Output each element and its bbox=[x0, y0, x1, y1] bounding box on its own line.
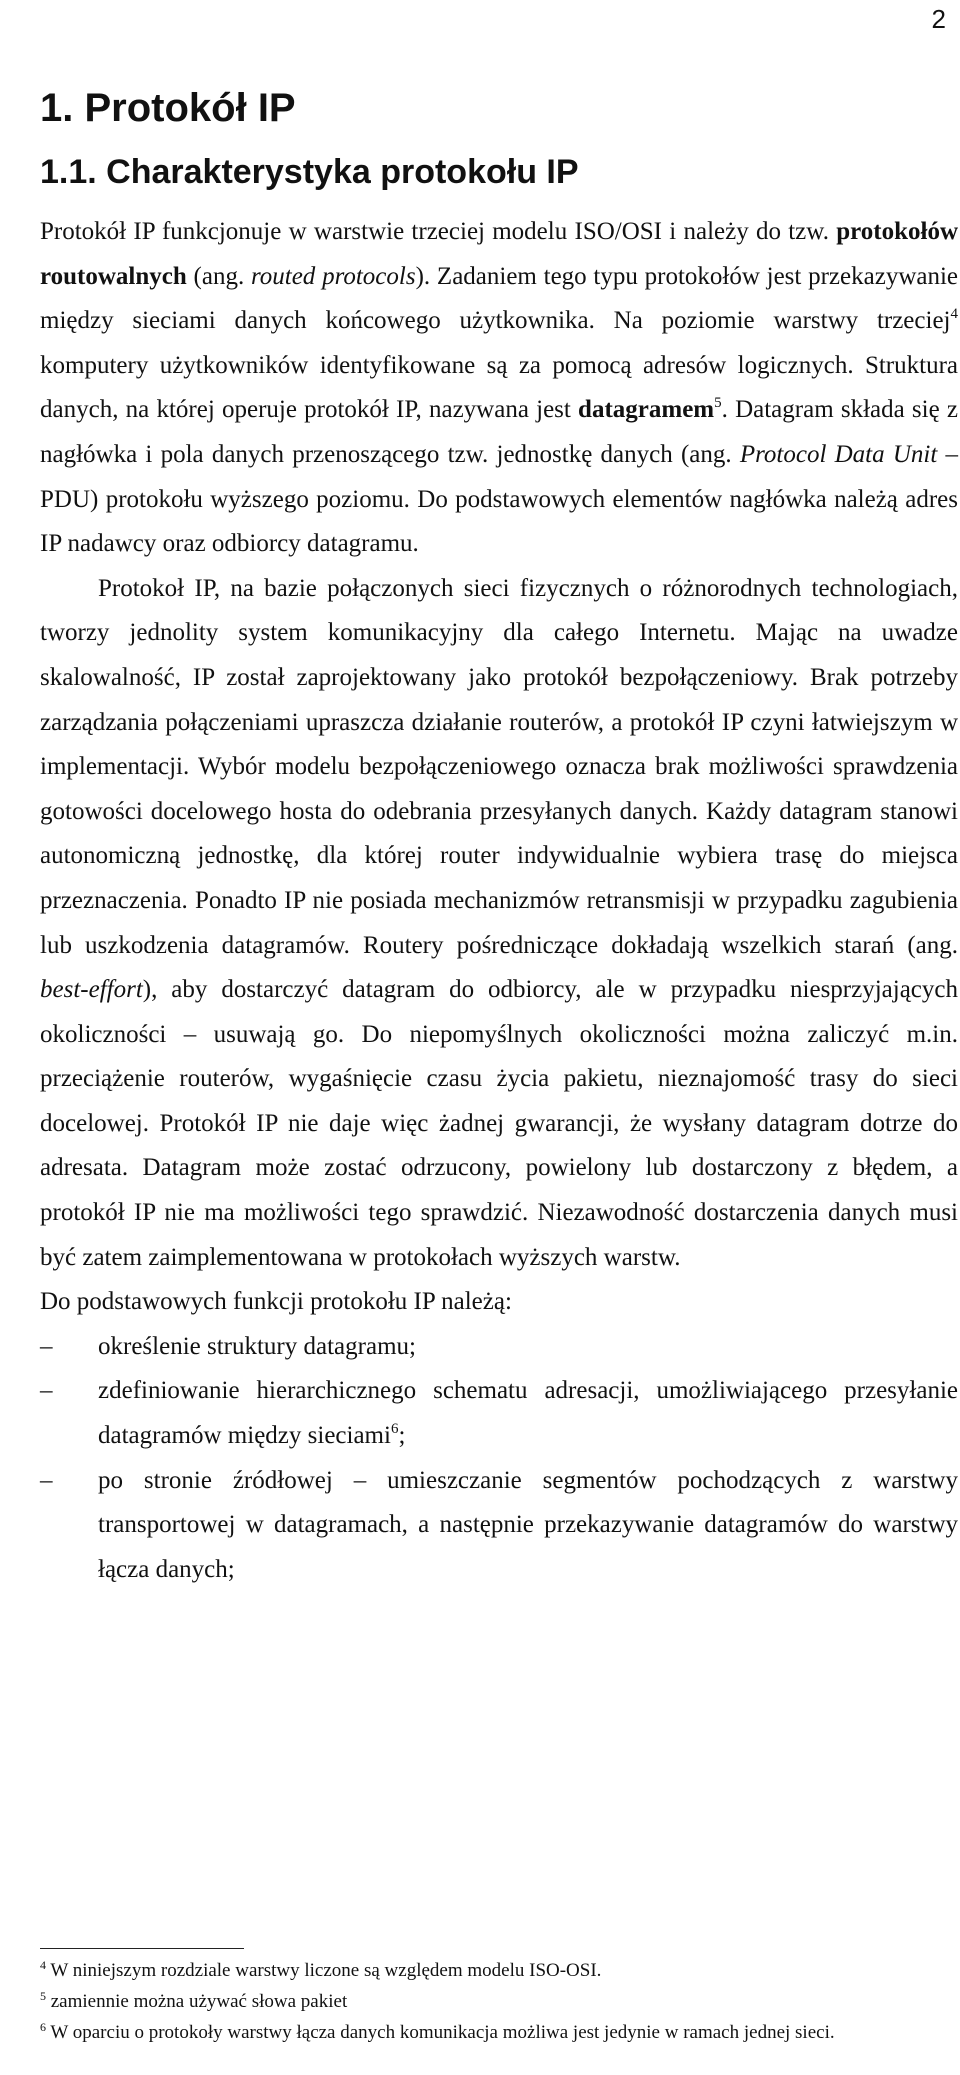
dash-bullet: – bbox=[40, 1466, 53, 1494]
page-number: 2 bbox=[931, 4, 946, 34]
footnote-ref-6[interactable]: 6 bbox=[390, 1421, 399, 1438]
dash-bullet: – bbox=[40, 1332, 53, 1360]
term-routed-protocols: routed protocols bbox=[250, 262, 416, 290]
footnotes bbox=[40, 1958, 958, 2051]
list-intro: Do podstawowych funkcji protokołu IP należą: bbox=[40, 1288, 512, 1316]
term-pdu: Protocol Data Unit bbox=[739, 440, 938, 468]
term-best-effort: best-effort bbox=[40, 976, 143, 1004]
footnote-separator bbox=[40, 1948, 244, 1949]
term-datagram: datagramem bbox=[578, 396, 715, 424]
term-routable-protocols: protokołów routowalnych bbox=[40, 218, 958, 290]
section-heading: 1.1. Charakterystyka protokołu IP bbox=[40, 153, 579, 191]
paragraph-connectionless: Protokoł IP, na bazie połączonych sieci fizycznych o różnorodnych technologiach, tworzy jednolity system komunikacyjny dla całego Internetu. Mając na uwadze skalowalność, IP został zaprojektowany jako protokół bezpołączeniowy. Brak potrzeby zarządzania połączeniami upraszcza działanie routerów, a protokół IP czyni łatwiejszym w implementacji. Wybór modelu bezpołączeniowego oznacza brak możliwości sprawdzenia gotowości docelowego hosta do odebrania przesyłanych danych. Każdy datagram stanowi autonomiczną jednostkę, dla której router indywidualnie wybiera trasę do miejsca przeznaczenia. Ponadto IP nie posiada mechanizmów retransmisji w przypadku zagubienia lub uszkodzenia datagramów. Routery pośredniczące dokładają wszelkich starań (ang. best-effort), aby dostarczyć datagram do odbiorcy, ale w przypadku niesprzyjających okoliczności – usuwają go. Do niepomyślnych okoliczności można zaliczyć m.in. przeciążenie routerów, wygaśnięcie czasu życia pakietu, nieznajomość trasy do sieci docelowej. Protokół IP nie daje więc żadnej gwarancji, że wysłany datagram dotrze do adresata. Datagram może zostać odrzucony, powielony lub dostarczony z błędem, a protokół IP nie ma możliwości tego sprawdzić. Niezawodność dostarczenia danych musi być zatem zaimplementowana w protokołach wyższych warstw. bbox=[40, 574, 958, 1271]
list-item: – zdefiniowanie hierarchicznego schematu adresacji, umożliwiającego przesyłanie datagramów między sieciami$^6$; bbox=[40, 1369, 958, 1458]
functions-list bbox=[40, 1325, 958, 1593]
footnote-6: $^6$ W oparciu o protokoły warstwy łącza danych komunikacja możliwa jest jedynie w ramach jednej sieci. bbox=[40, 2020, 835, 2043]
chapter-heading: 1. Protokół IP bbox=[40, 86, 296, 130]
footnote-ref-5[interactable]: 5 bbox=[714, 395, 722, 412]
footnote-4: $^4$ W niniejszym rozdziale warstwy liczone są względem modelu ISO-OSI. bbox=[40, 1958, 602, 1981]
footnote-5: $^5$ zamiennie można używać słowa pakiet bbox=[40, 1989, 348, 2012]
footnote-ref-4[interactable]: 4 bbox=[950, 306, 958, 323]
paragraph-intro: Protokół IP funkcjonuje w warstwie trzeciej modelu ISO/OSI i należy do tzw. protokołów routowalnych (ang. routed protocols). Zadaniem tego typu protokołów jest przekazywanie między sieciami danych końcowego użytkownika. Na poziomie warstwy trzeciej$^4$ komputery użytkowników identyfikowane są za pomocą adresów logicznych. Struktura danych, na której operuje protokół IP, nazywana jest datagramem$^5$. Datagram składa się z nagłówka i pola danych przenoszącego tzw. jednostkę danych (ang. Protocol Data Unit – PDU) protokołu wyższego poziomu. Do podstawowych elementów nagłówka należą adres IP nadawcy oraz odbiorcy datagramu. bbox=[40, 218, 959, 558]
document-body bbox=[40, 60, 958, 1592]
list-item: – określenie struktury datagramu; bbox=[40, 1325, 958, 1370]
dash-bullet: – bbox=[40, 1377, 53, 1405]
list-item: – po stronie źródłowej – umieszczanie segmentów pochodzących z warstwy transportowej w datagramach, a następnie przekazywanie datagramów do warstwy łącza danych; bbox=[40, 1459, 958, 1593]
